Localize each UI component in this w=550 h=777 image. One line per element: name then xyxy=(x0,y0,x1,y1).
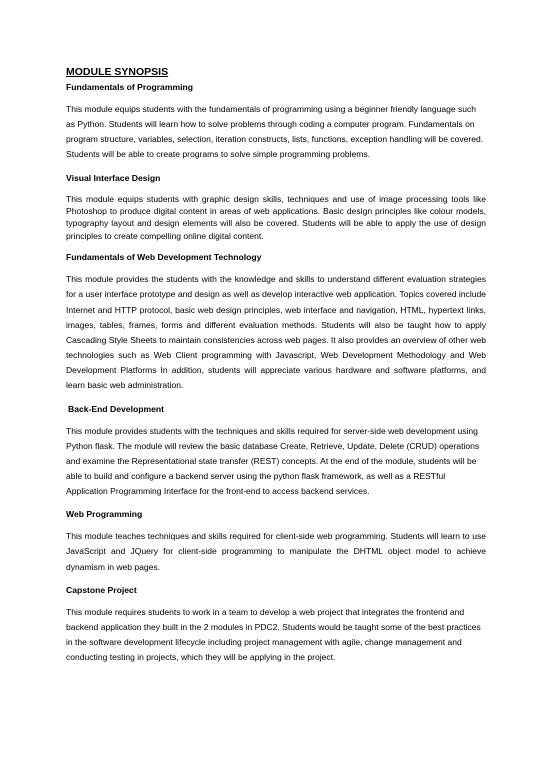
section-body: This module equips students with the fundamentals of programming using a beginner friendly language such as Python. Students will learn how to solve problems through coding a computer program. Fundamentals on program structure, variables, selection, iteration constructs, lists, functions, exception handling will be covered. Students will be able to create programs to solve simple programming problems. xyxy=(66,104,484,160)
section-body: This module requires students to work in a team to develop a web project that integrates the frontend and backend application they built in the 2 modules in PDC2. Students would be taught some of the best practices in the software development lifecycle including project management with agile, change management and conducting testing in projects, which they will be applying in the project. xyxy=(66,606,481,663)
section-body: This module equips students with graphic design skills, techniques and use of image processing tools like Photoshop to produce digital content in areas of web applications. Basic design principles like colour models, typography layout and design elements will also be covered. Students will be able to apply the use of design principles to create compelling online digital content. xyxy=(66,193,486,241)
section-heading: Visual Interface Design xyxy=(66,172,161,183)
section-heading: Fundamentals of Programming xyxy=(66,82,194,92)
section-body: This module provides the students with the knowledge and skills to understand different evaluation strategies for a user interface prototype and design as well as develop interactive web application. Topics covered include Internet and HTTP protocol, basic web design principles, web interface and navigation, HTML, hypertext links, images, tables, frames, forms and different evaluation methods. Students will also be taught how to apply Cascading Style Sheets to maintain consistencies across web pages. It also provides an overview of other web technologies such as Web Client programming with Javascript, Web Development Methodology and Web Development Platforms In addition, students will appreciate various hardware and software platforms, and learn basic web administration. xyxy=(66,274,486,391)
section-body: This module provides students with the techniques and skills required for server-side web development using Python flask. The module will review the basic database Create, Retrieve, Update, Delete (CRUD) operations and examine the Representational state transfer (REST) concepts. At the end of the module, students will be able to build and configure a backend server using the python flask framework, as well as a RESTful Application Programming Interface for the front-end to access backend services. xyxy=(66,425,480,497)
section-heading: Capstone Project xyxy=(66,584,137,595)
section-body: This module teaches techniques and skills required for client-side web programming. Students will learn to use JavaScript and JQuery for client-side programming to manipulate the DHTML object model to achieve dynamism in web pages. xyxy=(66,531,486,572)
section-fundamentals-of-web-development-technology xyxy=(66,251,486,393)
section-heading: Web Programming xyxy=(66,509,143,520)
section-heading: Fundamentals of Web Development Technology xyxy=(66,252,262,263)
section-back-end-development xyxy=(66,403,486,500)
section-capstone-project xyxy=(66,584,486,666)
section-fundamentals-of-programming xyxy=(66,81,486,163)
document-content xyxy=(66,66,486,674)
document-title: MODULE SYNOPSIS xyxy=(66,66,169,78)
section-heading: Back-End Development xyxy=(68,403,164,414)
section-web-programming xyxy=(66,508,486,574)
section-visual-interface-design xyxy=(66,172,486,243)
